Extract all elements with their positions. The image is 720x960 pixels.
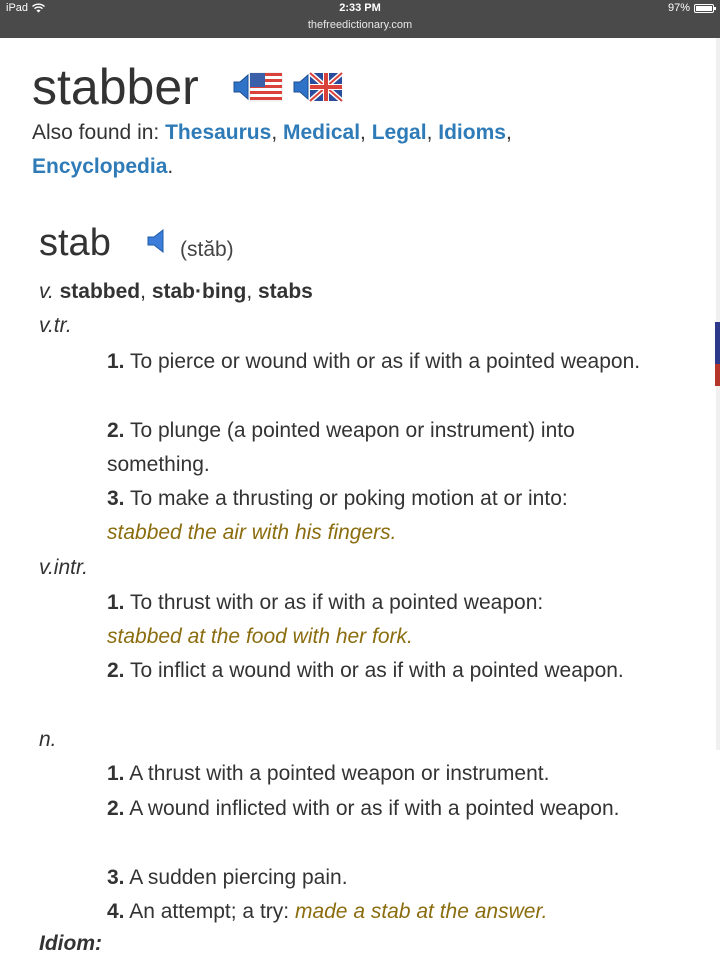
clock: 2:33 PM — [339, 2, 381, 14]
definition: 2. To inflict a wound with or as if with a pointed weapon. — [107, 659, 624, 682]
inflected-forms: v. stabbed, stab·bing, stabs — [39, 280, 313, 303]
pos-label: n. — [39, 728, 57, 751]
speaker-icon[interactable] — [146, 228, 172, 254]
form-present-participle: stab·bing — [151, 280, 247, 303]
example: stabbed the air with his fingers. — [107, 521, 397, 544]
definition: 2. A wound inflicted with or as if with a pointed weapon. — [107, 797, 620, 820]
page-title: stabber — [32, 59, 199, 115]
definition: 4. An attempt; a try: made a stab at the answer. — [107, 900, 548, 923]
pos-label: v.intr. — [39, 556, 89, 579]
definition: 1. To pierce or wound with or as if with a pointed weapon. — [107, 350, 641, 373]
definition: 1. To thrust with or as if with a pointed weapon: stabbed at the food with her fork. — [107, 591, 544, 648]
battery-fill — [696, 6, 712, 11]
status-right — [668, 2, 714, 14]
forms-pos: v. — [39, 280, 54, 303]
status-bar — [0, 0, 720, 38]
pos-label: v.tr. — [39, 314, 72, 337]
form-third-person: stabs — [257, 280, 313, 303]
example: stabbed at the food with her fork. — [107, 625, 413, 648]
definition: 3. To make a thrusting or poking motion at or into: stabbed the air with his fingers. — [107, 487, 568, 544]
link-legal[interactable]: Legal — [371, 121, 427, 144]
definition: 1. A thrust with a pointed weapon or instrument. — [107, 762, 550, 785]
also-found-label: Also found in: — [32, 121, 160, 144]
speaker-uk-flag-icon[interactable] — [292, 70, 344, 104]
definition: 2. To plunge (a pointed weapon or instrument) into something. — [107, 419, 575, 476]
idiom-heading: Idiom: — [39, 932, 102, 955]
side-tab[interactable] — [715, 322, 720, 386]
link-encyclopedia[interactable]: Encyclopedia — [32, 155, 168, 178]
example: made a stab at the answer. — [294, 900, 548, 923]
link-medical[interactable]: Medical — [283, 121, 361, 144]
battery-icon — [694, 4, 714, 13]
link-thesaurus[interactable]: Thesaurus — [165, 121, 272, 144]
pronunciation: (stăb) — [180, 238, 234, 261]
form-past: stabbed — [59, 280, 141, 303]
device-label: iPad — [6, 2, 29, 14]
battery-percent: 97% — [667, 2, 690, 14]
speaker-us-flag-icon[interactable] — [232, 70, 284, 104]
entry-word: stab — [39, 222, 111, 264]
definition: 3. A sudden piercing pain. — [107, 866, 348, 889]
link-idioms[interactable]: Idioms — [438, 121, 506, 144]
also-found-in: Also found in: Thesaurus, Medical, Legal, Idioms, Encyclopedia. — [32, 121, 512, 178]
page-edge — [716, 38, 720, 750]
address-bar[interactable]: thefreedictionary.com — [307, 19, 413, 31]
